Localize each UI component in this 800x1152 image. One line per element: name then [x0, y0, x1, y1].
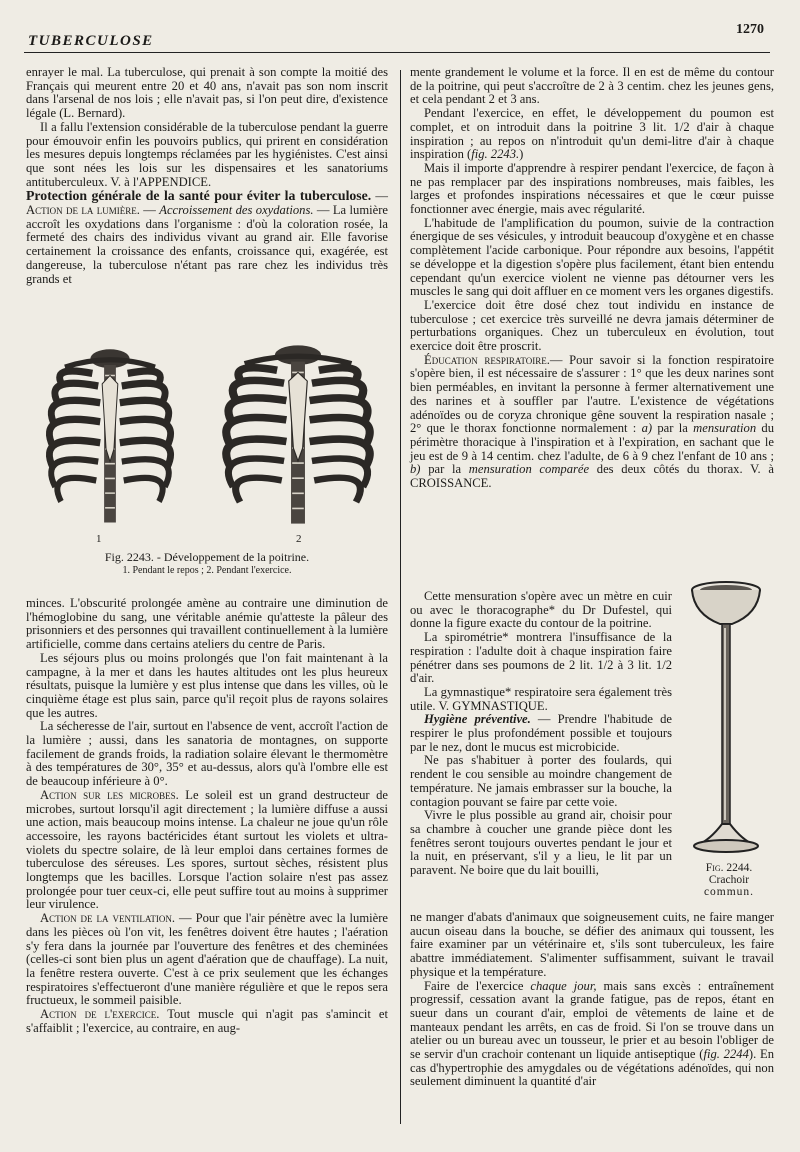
paragraph-head: Action de l'exercice.	[40, 1007, 160, 1022]
paragraph: Il a fallu l'extension considérable de la tuberculose pendant la guerre pour émouvoir enfin les pouvoirs publics, qui prirent en considération les mesures depuis longtemps réclamées par les hygiénistes. C'est ainsi que sont nées les lois sur les dispensaires et les sanatoriums antituberculeux. V. à l'APPENDICE.	[26, 119, 388, 189]
spittoon-illustration	[680, 578, 778, 878]
paragraph	[410, 713, 672, 754]
paragraph	[26, 789, 388, 912]
figure-ref: fig. 2243.	[471, 147, 520, 162]
paragraph	[410, 354, 774, 491]
paragraph-body: — Pour que l'air pénètre avec la lumière dans les pièces où l'on vit, les fenêtres doivent être hautes ; l'aération s'y fera dans la journée par l'ouverture des fenêtres et des cheminées (celles-ci sont bien plus un agent d'aération que de chauffage). La nuit, la fenêtre restera ouverte. C'est à ce prix seulement que les échanges respiratoires s'effectueront d'une manière régulière et que le repos sera fructueux, le sommeil paisible.	[26, 911, 388, 1008]
text-run: mais sans excès : entraînement progressif, cessation avant la grande fatigue, pas de repos, étant en sueur dans un courant d'air, emploi de vêtements de laine et de manteaux pendant les arrêts, en cas de froid. Si l'on se trouve dans un atelier ou un bureau avec un tousseur, le prier et au besoin l'obliger de se servir d'un crachoir contenant un liquide antiseptique (	[410, 978, 775, 1062]
paragraph-body: Tout muscle qui n'agit pas s'amincit et s'affaiblit ; l'exercice, au contraire, en aug-	[26, 1007, 388, 1035]
paragraph-head: Éducation respiratoire.	[424, 352, 550, 367]
figure-label-2: 2	[296, 533, 302, 545]
paragraph-body: — Prendre l'habitude de respirer le plus profondément possible et toujours par le nez, dont le mucus est microbicide.	[410, 712, 673, 754]
header-rule	[24, 52, 770, 53]
text-run: )	[519, 147, 524, 162]
paragraph: minces. L'obscurité prolongée amène au contraire une diminution de l'hémoglobine du sang, une véritable anémie qu'atteste la pâleur des prisonniers et des personnes qui travaillent continuellement à la lumière artificielle, comme dans certains ateliers du centre de Paris.	[26, 596, 388, 652]
running-title: TUBERCULOSE	[28, 33, 154, 49]
text-run: — Pour savoir si la fonction respiratoire s'opère bien, il est nécessaire de s'assurer : 1° que les deux narines sont bien perméables, en invitant la personne à fermer alternativement une des narines et à souffler par l'autre. L'existence de végétations adénoïdes ou de coryza chronique gêne souvent la respiration nasale ; 2° que le thorax fonctionne normalement :	[410, 352, 774, 436]
paragraph-body: — La lumière accroît les oxydations dans l'organisme : d'où la coloration rosée, la fermeté des chairs des individus vivant au grand air. Elle favorise certainement la croissance des enfants, croissance qui, exagérée, est dangereuse, la tuberculose n'étant pas rare chez les individus très grands et	[26, 203, 388, 286]
text-run: par la	[652, 421, 694, 436]
paragraph: Vivre le plus possible au grand air, choisir pour sa chambre à coucher une grande pièce dont les fenêtres seront toujours ouvertes pendant le jour et la nuit, en préservant, s'il y a lieu, le lit par un paravent. Ne boire que du lait bouilli,	[410, 808, 672, 878]
paragraph: La gymnastique* respiratoire sera également très utile. V. GYMNASTIQUE.	[410, 684, 672, 713]
text-run: b)	[410, 462, 421, 477]
paragraph: Mais il importe d'apprendre à respirer pendant l'exercice, de façon à ne pas remplacer par des inspirations nombreuses, mais faibles, les larges et profondes inspirations nécessaires et que le cœur puisse fonctionner avec énergie, mais avec régularité.	[410, 160, 774, 217]
right-column-top	[410, 66, 774, 491]
text-run: Pendant l'exercice, en effet, le développement du poumon est complet, et on introduit dans la poitrine 3 lit. 1/2 d'air à chaque inspiration ; au repos on n'introduit qu'un demi-litre d'air à chaque inspiration (	[410, 106, 774, 162]
text-run: a)	[641, 421, 653, 436]
paragraph: La spirométrie* montrera l'insuffisance de la respiration : l'adulte doit à chaque inspiration faire pénétrer dans ses poumons de 2 lit. 1/2 à 3 lit. 1/2 d'air.	[410, 630, 672, 686]
text-run: mensuration	[693, 421, 757, 436]
figure-caption-line: Crachoir	[708, 874, 750, 886]
paragraph-head: Action de la ventilation.	[40, 911, 176, 926]
section-paragraph	[26, 189, 388, 286]
paragraph: mente grandement le volume et la force. Il en est de même du contour de la poitrine, qui peut s'accroître de 2 à 3 centim. chez les jeunes gens, et cela pendant 2 et 3 ans.	[410, 65, 774, 107]
figure-title: Fig. 2244.	[705, 862, 753, 874]
text-run: par la	[420, 462, 469, 477]
column-divider	[400, 70, 401, 1124]
subsection-head-italic: Accroissement des oxydations.	[159, 203, 314, 218]
figure-label-1: 1	[96, 533, 102, 545]
text-run: Faire de l'exercice	[424, 978, 531, 993]
paragraph	[26, 1008, 388, 1035]
paragraph: enrayer le mal. La tuberculose, qui prenait à son compte la moitié des Français qui meurent entre 20 et 40 ans, n'avait pas son nom inscrit dans l'arsenal de nos lois ; elle n'avait pas, si l'on peut dire, d'existence légale (L. Bernard).	[26, 65, 388, 121]
text-run: du périmètre thoracique à l'inspiration et à l'expiration, en sachant que le jeu est de 9 à 14 centim. chez l'adulte, de 6 à 9 chez l'enfant de 10 ans ;	[410, 421, 774, 463]
paragraph: Les séjours plus ou moins prolongés que l'on fait maintenant à la campagne, à la mer et dans les hautes altitudes ont les plus heureux résultats, puisque la lumière y est plus intense que dans les villes, où le cinquième étage est plus sain, parce qu'il reçoit plus de rayons solaires que les autres.	[26, 650, 388, 720]
ribcage-at-rest	[49, 349, 170, 522]
figure-caption-line: commun.	[703, 886, 755, 898]
section-title: Protection générale de la santé pour éviter la tuberculose.	[26, 188, 372, 204]
figure-title: Fig. 2243. - Développement de la poitrine.	[104, 550, 310, 564]
left-column-top	[26, 66, 388, 286]
paragraph: La sécheresse de l'air, surtout en l'absence de vent, accroît l'action de la lumière ; aussi, dans les sanatoria de montagnes, on supporte facilement de grands froids, la radiation solaire élevant le thermomètre à des températures de 30°, 35° et au-dessus, alors qu'à l'ombre elle est de beaucoup inférieure à 0°.	[26, 719, 388, 789]
paragraph-body: Le soleil est un grand destructeur de microbes, surtout lorsqu'il agit directement ; la lumière diffuse a aussi une action, mais beaucoup moins intense. La chaleur ne joue qu'un rôle accessoire, les rayons bactéricides étant surtout les violets et ultra-violets du spectre solaire, de là leur emploi dans certaines formes de tuberculose des séreuses. Les spores, surtout sèches, résistent plus longtemps que les bacilles. Lorsque l'action solaire n'est pas assez prolongée pour tuer ceux-ci, elle peut suffire tout au moins à supprimer leur virulence.	[26, 787, 388, 912]
left-column-bottom	[26, 597, 388, 1036]
ribcage-illustration	[38, 336, 384, 548]
figure-2243-caption	[26, 550, 388, 576]
text-run: ). En cas d'hypertrophie des amygdales ou de végétations adénoïdes, qui non seulement diminuent la quantité d'air	[410, 1047, 774, 1089]
figure-subtitle: 1. Pendant le repos ; 2. Pendant l'exercice.	[122, 565, 292, 576]
text-run: des deux côtés du thorax. V. à CROISSANCE.	[410, 462, 774, 491]
right-column-bottom	[410, 911, 774, 1089]
paragraph	[26, 912, 388, 1008]
right-column-middle	[410, 590, 672, 878]
subsection-head: — Action de la lumière. —	[26, 189, 388, 218]
text-run: chaque jour,	[530, 978, 597, 993]
figure-ref: fig. 2244	[703, 1047, 749, 1062]
paragraph: ne manger d'abats d'animaux que soigneusement cuits, ne faire manger aucun oiseau dans la bouche, se défier des animaux qui toussent, les faire examiner par un vétérinaire et, s'ils sont tuberculeux, les faire abattre immédiatement. S'alimenter suffisamment, suivant le travail physique et la température.	[410, 910, 774, 979]
paragraph-head: Action sur les microbes.	[40, 787, 179, 802]
paragraph: Ne pas s'habituer à porter des foulards, qui rendent le cou sensible au moindre changement de température. Ne jamais embrasser sur la bouche, la contagion pouvant se faire par cette voie.	[410, 753, 672, 809]
paragraph	[410, 980, 774, 1090]
paragraph	[410, 107, 774, 162]
paragraph-head: Hygiène préventive.	[424, 712, 531, 727]
ribcage-exercise	[226, 345, 370, 523]
page-number: 1270	[736, 22, 764, 37]
paragraph: L'exercice doit être dosé chez tout individu en instance de tuberculose ; cet exercice très surveillé ne devra jamais déterminer de perturbations organiques. Chez un tuberculeux en évolution, tout exercice doit être proscrit.	[410, 297, 774, 354]
figure-2244-caption	[686, 862, 772, 898]
paragraph: L'habitude de l'amplification du poumon, suivie de la contraction énergique de ses vésicules, y introduit beaucoup d'oxygène et en chasse complètement l'acide carbonique. Pour répondre aux besoins, l'appétit se développe et la digestion s'opère plus facilement, étant bien entendu cependant qu'un exercice violent ne vienne pas détourner vers les muscles le sang qui doit affluer en ce moment vers les organes digestifs.	[410, 215, 774, 299]
paragraph: Cette mensuration s'opère avec un mètre en cuir ou avec le thoracographe* du Dr Dufestel, qui donne la figure exacte du contour de la poitrine.	[410, 589, 672, 631]
text-run: mensuration comparée	[468, 462, 590, 477]
